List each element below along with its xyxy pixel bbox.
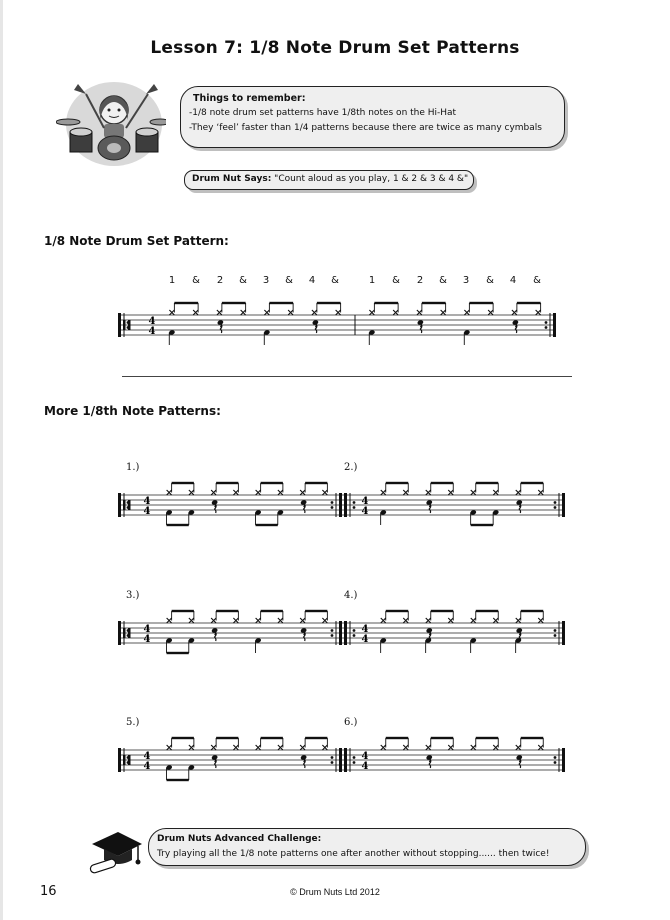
remember-line-2: -They ‘feel’ faster than 1/4 patterns because there are twice as many cymbals [189,123,542,133]
time-signature-top: 4 [143,751,151,762]
hihat-note [288,310,293,315]
hihat-beam [261,610,283,612]
hihat-note [322,618,327,623]
repeat-thick-bar [344,748,347,772]
repeat-dot [554,501,557,504]
pattern-label-1: 1.) [126,462,140,473]
repeat-dot [353,501,356,504]
repeat-thick-bar [118,621,121,645]
hihat-beam [269,302,293,304]
hihat-note [278,745,283,750]
repeat-thick-bar [339,748,342,772]
hihat-beam [317,302,341,304]
repeat-dot [353,756,356,759]
hihat-note [189,490,194,495]
percussion-clef [128,755,131,765]
count-label: & [486,275,494,286]
bass-drum-beam [471,524,494,526]
time-signature-top: 4 [148,316,156,327]
hihat-note [217,310,222,315]
hihat-beam [172,482,194,484]
hihat-note [167,745,172,750]
hihat-beam [431,482,454,484]
hihat-note [471,618,476,623]
repeat-dot [353,761,356,764]
count-label: 4 [308,275,316,286]
hihat-beam [386,610,409,612]
hihat-note [211,490,216,495]
percussion-clef [123,500,126,510]
count-label: 4 [509,275,517,286]
hihat-note [471,490,476,495]
percussion-clef [123,320,126,330]
hihat-beam [521,482,544,484]
hihat-note [169,310,174,315]
hihat-note [488,310,493,315]
hihat-beam [521,737,544,739]
time-signature-top: 4 [361,496,369,507]
hihat-note [441,310,446,315]
hihat-note [264,310,269,315]
hihat-note [538,745,543,750]
hihat-note [193,310,198,315]
hihat-beam [386,737,409,739]
hihat-note [300,490,305,495]
hihat-note [278,490,283,495]
hihat-note [211,745,216,750]
hihat-beam [422,302,446,304]
hihat-note [464,310,469,315]
hihat-note [233,490,238,495]
hihat-note [381,745,386,750]
hihat-beam [174,302,198,304]
challenge-text: Try playing all the 1/8 note patterns one after another without stopping...... then twice! [157,849,550,859]
hihat-beam [476,737,499,739]
hihat-note [336,310,341,315]
time-signature-bottom: 4 [361,506,369,517]
hihat-note [256,745,261,750]
repeat-dot [554,756,557,759]
hihat-beam [431,737,454,739]
count-label: & [285,275,293,286]
hihat-note [448,745,453,750]
hihat-beam [216,482,238,484]
hihat-note [322,745,327,750]
hihat-note [536,310,541,315]
hihat-note [516,490,521,495]
repeat-thick-bar [118,313,121,337]
hihat-note [426,618,431,623]
page-title: Lesson 7: 1/8 Note Drum Set Patterns [150,38,520,58]
hihat-note [403,618,408,623]
hihat-note [233,618,238,623]
hihat-note [300,618,305,623]
time-signature-top: 4 [143,496,151,507]
repeat-thick-bar [118,748,121,772]
repeat-dot [331,501,334,504]
repeat-dot [545,326,548,329]
hihat-beam [469,302,493,304]
repeat-thick-bar [553,313,556,337]
hihat-note [322,490,327,495]
hihat-note [448,490,453,495]
hihat-beam [517,302,541,304]
repeat-dot [331,506,334,509]
repeat-thick-bar [344,493,347,517]
time-signature-top: 4 [143,624,151,635]
repeat-dot [554,629,557,632]
hihat-note [233,745,238,750]
bass-drum-beam [167,652,189,654]
hihat-note [448,618,453,623]
repeat-dot [353,634,356,637]
hihat-note [493,745,498,750]
count-label: & [533,275,541,286]
hihat-note [512,310,517,315]
count-label: & [331,275,339,286]
hihat-beam [431,610,454,612]
time-signature-bottom: 4 [143,634,151,645]
hihat-beam [374,302,398,304]
repeat-dot [554,506,557,509]
count-label: 2 [416,275,424,286]
hihat-beam [476,482,499,484]
hihat-note [417,310,422,315]
hihat-note [426,745,431,750]
challenge-heading: Drum Nuts Advanced Challenge: [157,834,322,844]
hihat-beam [216,610,238,612]
repeat-dot [331,756,334,759]
hihat-note [300,745,305,750]
bass-drum-beam [167,779,189,781]
hihat-beam [216,737,238,739]
time-signature-bottom: 4 [361,634,369,645]
count-label: & [392,275,400,286]
hihat-beam [222,302,246,304]
repeat-dot [545,321,548,324]
repeat-dot [554,634,557,637]
hihat-beam [521,610,544,612]
page-number: 16 [40,884,57,899]
remember-heading: Things to remember: [193,93,306,104]
advanced-challenge-box [148,828,586,866]
hihat-note [167,618,172,623]
repeat-thick-bar [339,493,342,517]
hihat-note [278,618,283,623]
hihat-note [211,618,216,623]
count-label: & [239,275,247,286]
time-signature-bottom: 4 [143,761,151,772]
hihat-note [403,745,408,750]
hihat-beam [172,610,194,612]
time-signature-top: 4 [361,624,369,635]
hihat-beam [305,737,327,739]
repeat-thick-bar [562,621,565,645]
count-label: 3 [262,275,270,286]
hihat-note [516,745,521,750]
more-patterns-heading: More 1/8th Note Patterns: [44,404,221,418]
hihat-beam [386,482,409,484]
hihat-note [167,490,172,495]
hihat-beam [305,610,327,612]
count-label: 2 [216,275,224,286]
pattern-label-3: 3.) [126,590,140,601]
hihat-note [493,618,498,623]
time-signature-bottom: 4 [148,326,156,337]
bass-drum-beam [167,524,189,526]
hihat-note [403,490,408,495]
repeat-thick-bar [118,493,121,517]
repeat-dot [554,761,557,764]
repeat-thick-bar [344,621,347,645]
hihat-note [241,310,246,315]
copyright: © Drum Nuts Ltd 2012 [290,887,380,897]
pattern-label-5: 5.) [126,717,140,728]
hihat-note [312,310,317,315]
count-label: & [192,275,200,286]
hihat-note [381,490,386,495]
hihat-beam [476,610,499,612]
count-label: & [439,275,447,286]
time-signature-bottom: 4 [143,506,151,517]
hihat-note [471,745,476,750]
graduation-cap-icon [88,828,144,874]
hihat-note [256,490,261,495]
hihat-note [256,618,261,623]
repeat-thick-bar [562,748,565,772]
hihat-note [189,745,194,750]
hihat-note [538,490,543,495]
repeat-dot [331,761,334,764]
hihat-note [493,490,498,495]
percussion-clef [128,320,131,330]
bass-drum-beam [256,524,278,526]
remember-line-1: -1/8 note drum set patterns have 1/8th notes on the Hi-Hat [189,108,457,118]
hihat-note [426,490,431,495]
hihat-note [538,618,543,623]
repeat-dot [331,629,334,632]
pattern-label-6: 6.) [344,717,358,728]
hihat-note [516,618,521,623]
repeat-thick-bar [562,493,565,517]
hihat-note [381,618,386,623]
drum-nut-says-label: Drum Nut Says: [192,174,272,184]
repeat-dot [331,634,334,637]
percussion-clef [128,500,131,510]
percussion-clef [123,755,126,765]
time-signature-top: 4 [361,751,369,762]
drum-nut-says-text: "Count aloud as you play, 1 & 2 & 3 & 4 &" [271,174,469,184]
hihat-beam [172,737,194,739]
pattern-label-2: 2.) [344,462,358,473]
count-label: 1 [168,275,176,286]
hihat-beam [261,482,283,484]
count-label: 3 [462,275,470,286]
main-pattern-heading: 1/8 Note Drum Set Pattern: [44,234,229,248]
hihat-note [393,310,398,315]
time-signature-bottom: 4 [361,761,369,772]
percussion-clef [128,628,131,638]
hihat-beam [305,482,327,484]
hihat-note [189,618,194,623]
repeat-dot [353,506,356,509]
hihat-beam [261,737,283,739]
percussion-clef [123,628,126,638]
repeat-thick-bar [339,621,342,645]
pattern-label-4: 4.) [344,590,358,601]
hihat-note [369,310,374,315]
repeat-dot [353,629,356,632]
count-label: 1 [368,275,376,286]
